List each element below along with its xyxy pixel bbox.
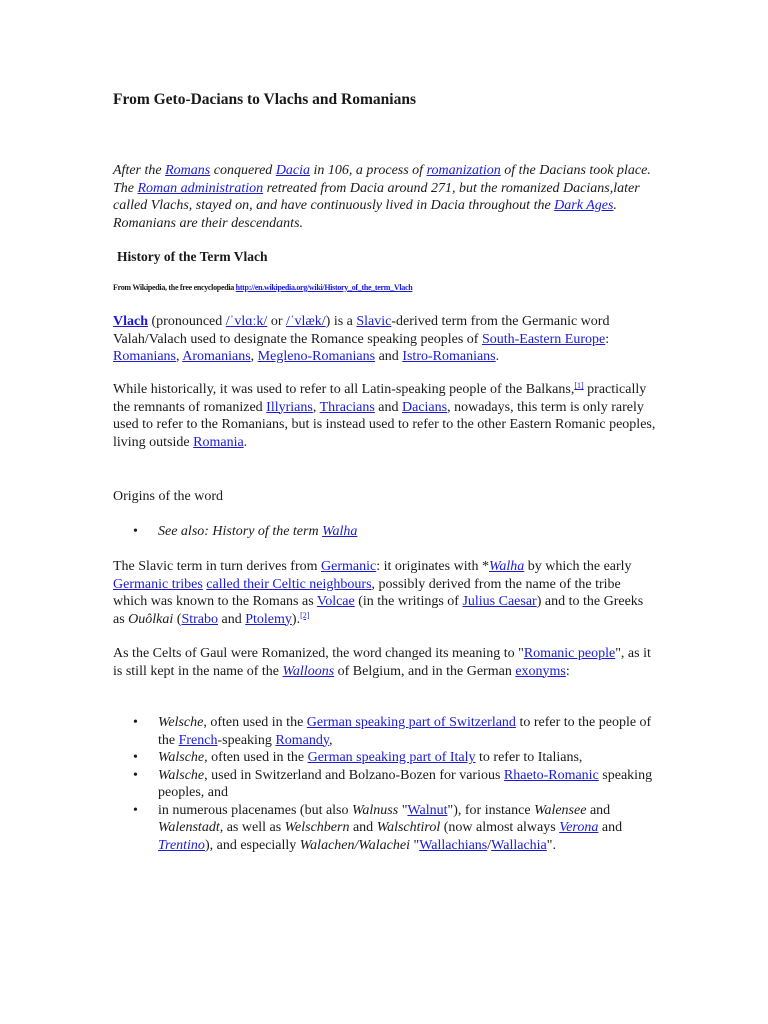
link-dacia[interactable]: Dacia bbox=[275, 163, 311, 178]
reference-2-link[interactable]: [2] bbox=[300, 610, 310, 620]
text: and bbox=[598, 820, 623, 835]
bullet-icon: • bbox=[133, 524, 138, 539]
origins-heading: Origins of the word bbox=[113, 489, 224, 504]
link-aromanians[interactable]: Aromanians bbox=[182, 349, 251, 364]
text: to refer to the people of the bbox=[158, 715, 652, 748]
text: Walschtirol bbox=[376, 820, 441, 835]
link-verona[interactable]: Verona bbox=[559, 820, 599, 835]
link-romanic-people[interactable]: Romanic people bbox=[523, 646, 616, 661]
text: See also: History of the term bbox=[158, 524, 323, 539]
link-julius-caesar[interactable]: Julius Caesar bbox=[462, 594, 537, 609]
text: " bbox=[398, 802, 408, 818]
text: , as well as bbox=[219, 820, 285, 835]
text: and bbox=[374, 399, 402, 415]
link-german-italy[interactable]: German speaking part of Italy bbox=[307, 750, 476, 765]
reference-1-link[interactable]: [1] bbox=[574, 381, 584, 390]
text: , bbox=[176, 349, 183, 364]
link-ptolemy[interactable]: Ptolemy bbox=[245, 611, 292, 627]
link-south-eastern-europe[interactable]: South-Eastern Europe bbox=[481, 331, 606, 347]
text: and bbox=[349, 820, 377, 835]
link-trentino[interactable]: Trentino bbox=[158, 837, 205, 853]
link-istro-romanians[interactable]: Istro-Romanians bbox=[402, 349, 496, 364]
text: Welsche bbox=[158, 715, 204, 730]
source-url-link[interactable]: http://en.wikipedia.org/wiki/History_of_the_term_Vlach bbox=[235, 283, 413, 292]
text: to refer to Italians, bbox=[475, 750, 583, 765]
text: ). bbox=[291, 611, 301, 627]
link-romans[interactable]: Romans bbox=[165, 163, 211, 178]
text: ( bbox=[173, 611, 182, 627]
text: "), for instance bbox=[447, 802, 535, 818]
list-item bbox=[113, 749, 658, 767]
text: , nowadays, this term is only rarely used to refer to the Romanians, but is instead used to refer to the other Eastern Romanic peoples, living outside bbox=[113, 399, 656, 450]
text: Walnuss bbox=[352, 802, 399, 818]
link-walha-history[interactable]: Walha bbox=[322, 524, 358, 539]
exonym-list bbox=[113, 714, 658, 854]
paragraph-slavic-origin bbox=[113, 558, 658, 628]
text: -speaking bbox=[217, 732, 276, 748]
bullet-icon: • bbox=[133, 715, 138, 730]
text: and bbox=[586, 802, 611, 818]
link-german-switzerland[interactable]: German speaking part of Switzerland bbox=[306, 715, 516, 730]
text: or bbox=[267, 314, 286, 329]
link-strabo[interactable]: Strabo bbox=[181, 611, 219, 627]
paragraph-romanized-meaning bbox=[113, 645, 658, 680]
text: " bbox=[409, 837, 420, 853]
link-romania[interactable]: Romania bbox=[193, 434, 244, 450]
text: ", as it is still kept in the name of the bbox=[113, 646, 651, 679]
link-romanization[interactable]: romanization bbox=[426, 163, 501, 178]
text: , often used in the bbox=[203, 715, 307, 730]
text: (pronounced bbox=[148, 314, 226, 329]
link-illyrians[interactable]: Illyrians bbox=[266, 399, 313, 415]
text: in numerous placenames (but also bbox=[158, 802, 353, 818]
section-title: History of the Term Vlach bbox=[117, 249, 268, 264]
link-germanic[interactable]: Germanic bbox=[321, 559, 377, 574]
text: , used in Switzerland and Bolzano-Bozen for various bbox=[204, 767, 504, 783]
text: ), and especially bbox=[204, 837, 300, 853]
intro-paragraph bbox=[113, 162, 658, 232]
bullet-icon: • bbox=[133, 750, 138, 765]
text: , often used in the bbox=[204, 750, 308, 765]
text: . bbox=[495, 349, 500, 364]
link-romanians[interactable]: Romanians bbox=[113, 349, 176, 364]
paragraph-vlach-definition bbox=[113, 313, 658, 366]
text: Walensee bbox=[534, 802, 587, 818]
text: : bbox=[565, 663, 570, 679]
text: . Romanians are their descendants. bbox=[113, 198, 617, 231]
link-wallachians[interactable]: Wallachians bbox=[419, 837, 488, 853]
link-celtic-neighbours[interactable]: called their Celtic neighbours bbox=[206, 576, 372, 592]
text: : it originates with * bbox=[376, 559, 489, 574]
text-ouolkai: Ouôlkai bbox=[128, 611, 174, 627]
text: , bbox=[250, 349, 258, 364]
link-walloons[interactable]: Walloons bbox=[282, 663, 335, 679]
text: Walsche bbox=[158, 750, 205, 765]
text: retreated from Dacia around 271, but the romanized Dacians,later called Vlachs, stayed on, and have continuously lived in Dacia throughout the bbox=[113, 180, 640, 213]
text: conquered bbox=[210, 163, 276, 178]
text: (now almost always bbox=[440, 820, 560, 835]
link-volcae[interactable]: Volcae bbox=[316, 594, 355, 609]
link-walnut[interactable]: Walnut bbox=[407, 802, 448, 818]
text: , possibly derived from the name of the tribe which was known to the Romans as bbox=[113, 576, 621, 609]
bullet-icon: • bbox=[133, 802, 138, 818]
see-also-line bbox=[158, 524, 357, 540]
text: . bbox=[243, 434, 248, 450]
list-item bbox=[113, 714, 658, 749]
text: Walenstadt bbox=[158, 820, 220, 835]
link-roman-administration[interactable]: Roman administration bbox=[137, 180, 264, 196]
text: While historically, it was used to refer to all Latin-speaking people of the Balkans, bbox=[113, 382, 575, 397]
text: of Belgium, and in the German bbox=[334, 663, 516, 679]
link-ipa-2[interactable]: /ˈvlæk/ bbox=[285, 314, 326, 329]
page-title: From Geto-Dacians to Vlachs and Romanians bbox=[113, 91, 416, 108]
text: As the Celts of Gaul were Romanized, the word changed its meaning to " bbox=[113, 646, 524, 661]
link-romandy[interactable]: Romandy bbox=[275, 732, 329, 748]
link-rhaeto-romanic[interactable]: Rhaeto-Romanic bbox=[503, 767, 599, 783]
text: (in the writings of bbox=[354, 594, 463, 609]
link-wallachia[interactable]: Wallachia bbox=[491, 837, 547, 853]
link-germanic-tribes[interactable]: Germanic tribes bbox=[113, 576, 203, 592]
link-ipa-1[interactable]: /ˈvlɑːk/ bbox=[225, 314, 268, 329]
text: by which the early bbox=[524, 559, 632, 574]
text: Walachen/Walachei bbox=[299, 837, 410, 853]
text: , bbox=[328, 732, 333, 748]
source-prefix: From Wikipedia, the free encyclopedia bbox=[113, 283, 236, 292]
list-item bbox=[113, 767, 658, 802]
text: ". bbox=[546, 837, 556, 853]
text: -derived term from the Germanic word Valah/Valach used to designate the Romance speaking peoples of bbox=[113, 314, 610, 347]
text: and bbox=[218, 611, 246, 627]
source-line bbox=[113, 283, 412, 292]
link-megleno-romanians[interactable]: Megleno-Romanians bbox=[257, 349, 376, 364]
text: and bbox=[375, 349, 403, 364]
link-exonyms[interactable]: exonyms bbox=[515, 663, 566, 679]
text: / bbox=[487, 837, 492, 853]
text: Welschbern bbox=[284, 820, 350, 835]
link-dark-ages[interactable]: Dark Ages bbox=[554, 198, 614, 213]
bullet-icon: • bbox=[133, 767, 138, 783]
text: ) is a bbox=[325, 314, 357, 329]
text: The Slavic term in turn derives from bbox=[113, 559, 321, 574]
paragraph-historical-usage bbox=[113, 381, 658, 451]
link-walha[interactable]: Walha bbox=[488, 559, 525, 574]
text: in 106, a process of bbox=[310, 163, 427, 178]
text: practically the remnants of romanized bbox=[113, 382, 647, 415]
text: speaking peoples, and bbox=[158, 767, 653, 800]
text: Walsche bbox=[158, 767, 205, 783]
list-item bbox=[113, 802, 658, 855]
text: , bbox=[312, 399, 320, 415]
text: After the bbox=[113, 163, 166, 178]
link-slavic[interactable]: Slavic bbox=[356, 314, 392, 329]
link-french[interactable]: French bbox=[178, 732, 218, 748]
text: of the Dacians took place. The bbox=[113, 163, 651, 196]
text: : bbox=[605, 331, 610, 347]
text: ) and to the Greeks as bbox=[113, 594, 644, 627]
link-thracians[interactable]: Thracians bbox=[319, 399, 375, 415]
link-dacians[interactable]: Dacians bbox=[402, 399, 448, 415]
link-vlach[interactable]: Vlach bbox=[113, 314, 148, 329]
